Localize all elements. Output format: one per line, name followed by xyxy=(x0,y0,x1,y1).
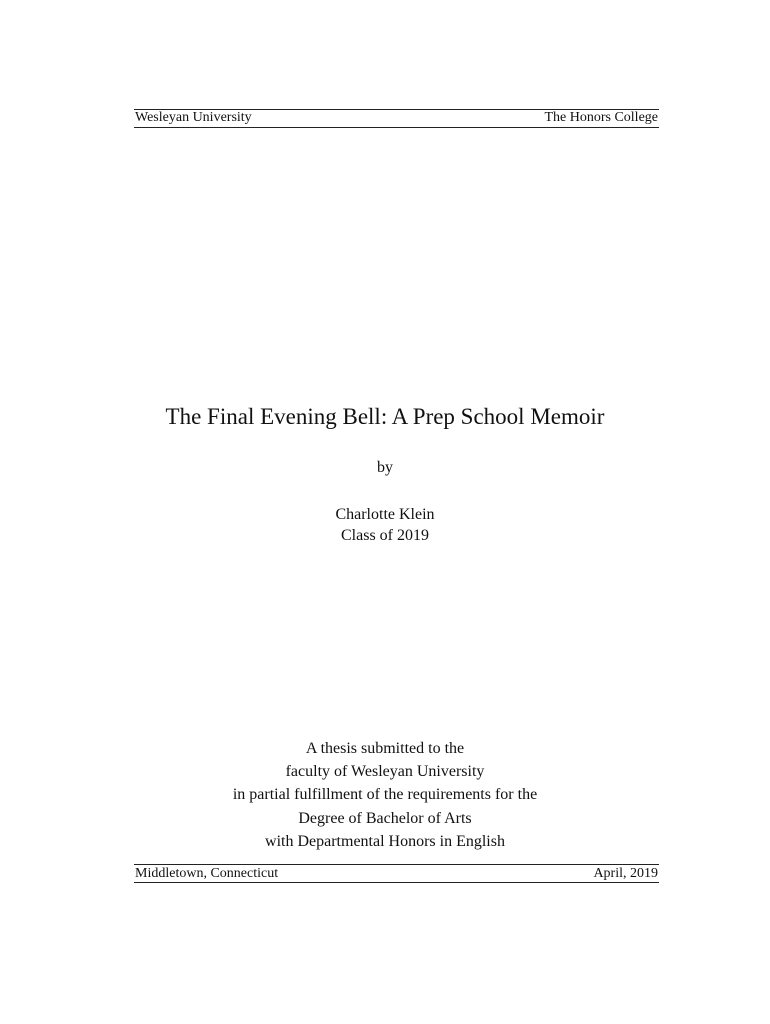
statement-line: A thesis submitted to the xyxy=(305,740,465,757)
footer-bottom-rule xyxy=(134,882,659,883)
submission-statement xyxy=(0,737,770,853)
header-institution: Wesleyan University xyxy=(135,110,252,125)
header-bottom-rule xyxy=(134,127,659,128)
footer-date: April, 2019 xyxy=(593,866,658,881)
author-name: Charlotte Klein xyxy=(335,506,435,523)
statement-line: in partial fulfillment of the requirements for the xyxy=(232,786,538,804)
statement-line: Degree of Bachelor of Arts xyxy=(298,809,472,827)
author-class: Class of 2019 xyxy=(341,527,429,544)
by-line: by xyxy=(377,459,393,476)
footer-location: Middletown, Connecticut xyxy=(135,866,279,881)
header-college: The Honors College xyxy=(544,110,658,125)
statement-line: with Departmental Honors in English xyxy=(265,832,505,850)
thesis-title: The Final Evening Bell: A Prep School Memoir xyxy=(165,404,605,429)
footer-top-rule xyxy=(134,864,659,865)
statement-line: faculty of Wesleyan University xyxy=(285,763,485,781)
author-block xyxy=(0,504,770,546)
